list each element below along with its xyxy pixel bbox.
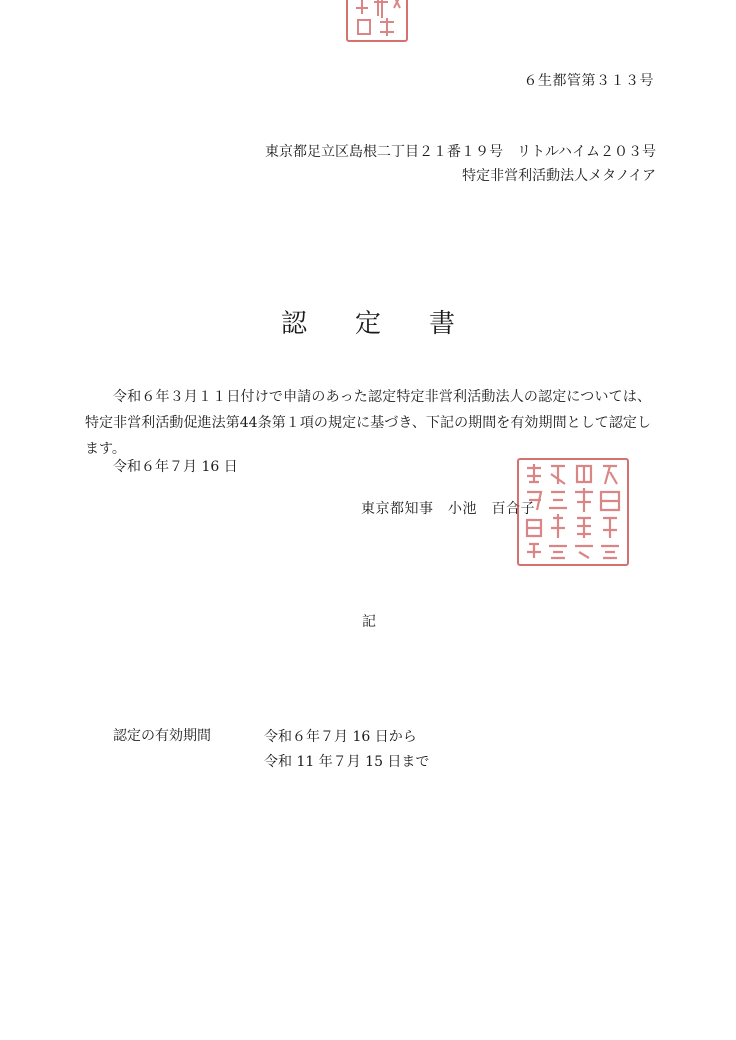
seal-glyph-pattern	[348, 0, 406, 40]
validity-period-values	[264, 725, 429, 775]
recipient-name: 特定非営利活動法人メタノイア	[462, 168, 656, 184]
recipient-address: 東京都足立区島根二丁目２１番１９号 リトルハイム２０３号	[264, 144, 656, 160]
validity-to: 令和 11 年７月 15 日まで	[264, 754, 430, 770]
seal-glyph-pattern	[519, 460, 627, 564]
governor-official-seal	[517, 458, 629, 566]
issuer-signature: 東京都知事 小池 百合子	[361, 501, 535, 517]
issue-date: 令和６年７月 16 日	[113, 459, 238, 475]
document-title: 認定書	[280, 309, 503, 339]
document-number: ６生都管第３１３号	[523, 73, 654, 89]
ki-note-heading: 記	[362, 614, 376, 630]
recipient-block	[265, 140, 656, 188]
certification-body: 令和６年３月１１日付けで申請のあった認定特定非営利活動法人の認定については、特定非営利活動促進法第44条第１項の規定に基づき、下記の期間を有効期間として認定します。	[85, 389, 651, 457]
validity-from: 令和６年７月 16 日から	[264, 729, 417, 745]
validity-period-label: 認定の有効期間	[113, 728, 211, 744]
partial-seal-stamp	[346, 0, 408, 42]
